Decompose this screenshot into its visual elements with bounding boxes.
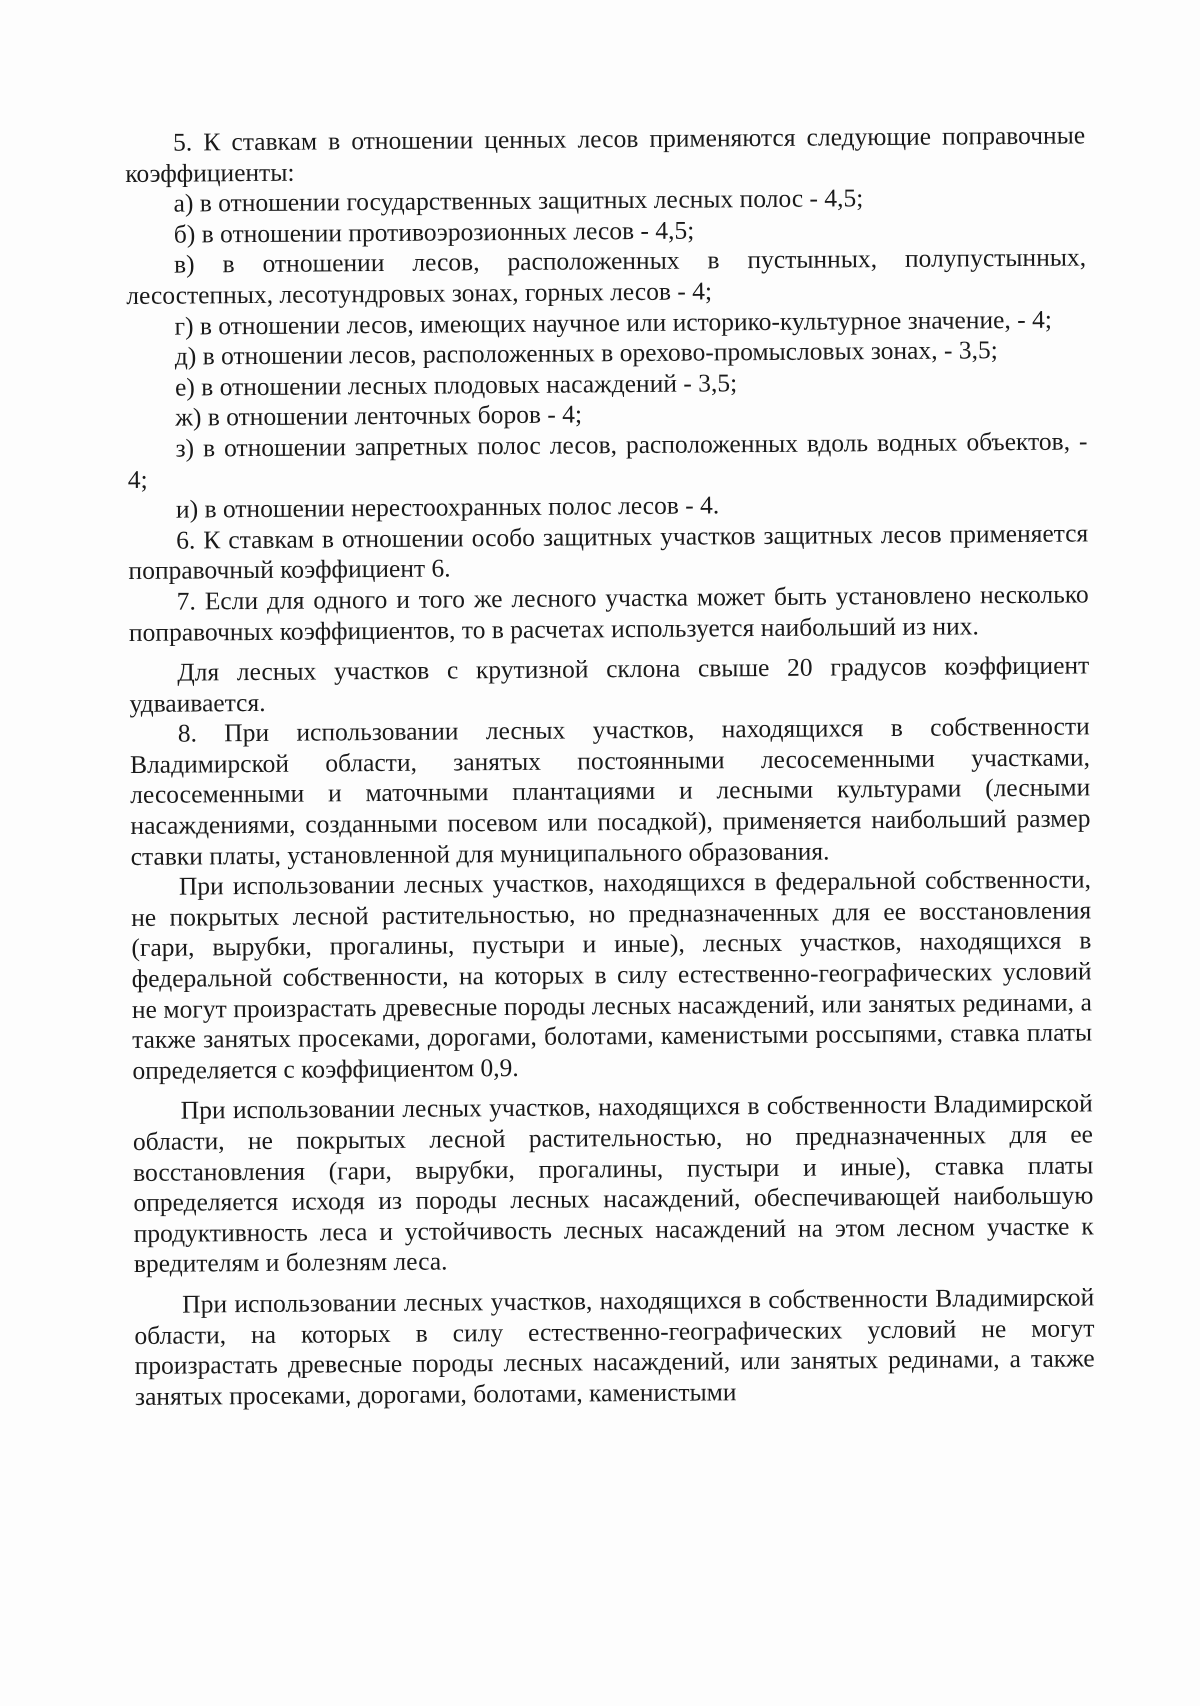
paragraph-5g: г) в отношении лесов, имеющих научное или историко-культурное значение, - 4;: [174, 304, 1052, 341]
document-body: [125, 120, 1095, 1412]
paragraph-8-regional-unforested: При использовании лесных участков, находящихся в собственности Владимирской области, не покрытых лесной растительностью, но предназначенных для ее восстановления (гари, вырубки, прогалины, пустыри и иные), ставка платы определяется исходя из породы лесных насаждений, обеспечивающей наибольшую продуктивность леса и устойчивость лесных насаждений на этом лесном участке к вредителям и болезням леса.: [132, 1088, 1094, 1279]
paragraph-8: 8. При использовании лесных участков, находящихся в собственности Владимирской области, занятых постоянными лесосеменными участками, лесосеменными и маточными плантациями и лесными культурами (лесными насаждениями, созданными посевом или посадкой), применяется наибольший размер ставки платы, установленной для муниципального образования.: [129, 711, 1091, 871]
paragraph-6: 6. К ставкам в отношении особо защитных участков защитных лесов применяется поправочный коэффициент 6.: [128, 518, 1089, 586]
paragraph-5i: и) в отношении нерестоохранных полос лесов - 4.: [175, 490, 720, 524]
paragraph-5e: е) в отношении лесных плодовых насаждений - 3,5;: [174, 367, 738, 402]
paragraph-5zh: ж) в отношении ленточных боров - 4;: [175, 399, 583, 432]
paragraph-5: 5. К ставкам в отношении ценных лесов применяются следующие поправочные коэффициенты:: [125, 120, 1086, 188]
paragraph-8-federal: При использовании лесных участков, находящихся в федеральной собственности, не покрытых лесной растительностью, но предназначенных для ее восстановления (гари, вырубки, прогалины, пустыри и иные), лесных участков, находящихся в федеральной собственности, на которых в силу естественно-географических условий не могут произрастать древесные породы лесных насаждений, или занятых рединами, а также занятых просеками, дорогами, болотами, каменистыми россыпями, ставка платы определяется с коэффициентом 0,9.: [131, 864, 1093, 1085]
paragraph-7: 7. Если для одного и того же лесного участка может быть установлено несколько поправочных коэффициентов, то в расчетах используется наибольший из них.: [128, 579, 1089, 647]
paragraph-5d: д) в отношении лесов, расположенных в орехово-промысловых зонах, - 3,5;: [174, 335, 998, 371]
paragraph-7-slope: Для лесных участков с крутизной склона свыше 20 градусов коэффициент удваивается.: [129, 650, 1090, 718]
paragraph-5z: з) в отношении запретных полос лесов, расположенных вдоль водных объектов, - 4;: [127, 426, 1088, 494]
paragraph-5a: а) в отношении государственных защитных лесных полос - 4,5;: [173, 183, 864, 218]
paragraph-5v: в) в отношении лесов, расположенных в пустынных, полупустынных, лесостепных, лесотундровых зонах, горных лесов - 4;: [126, 242, 1087, 310]
paragraph-5b: б) в отношении противоэрозионных лесов - 4,5;: [173, 215, 695, 249]
paragraph-8-regional-barren: При использовании лесных участков, находящихся в собственности Владимирской области, на которых в силу естественно-географических условий не могут произрастать древесные породы лесных насаждений, или занятых рединами, а также занятых просеками, дорогами, болотами, каменистыми: [134, 1282, 1095, 1411]
